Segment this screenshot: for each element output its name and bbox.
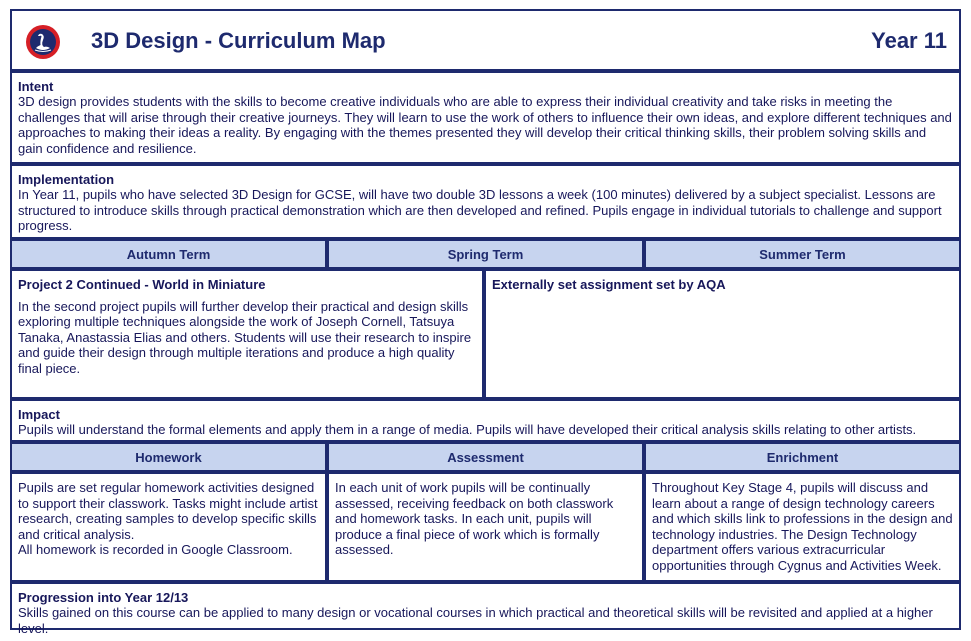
assessment-header: Assessment	[327, 442, 644, 472]
autumn-term-header: Autumn Term	[10, 239, 327, 269]
intent-text: 3D design provides students with the skills to become creative individuals who are able to express their individual creativity and take risks in meeting the challenges that will arise through their creative journeys. They will learn to use the work of others to influence their own ideas, and explore different techniques and approaches to making their ideas a reality. By engaging with the themes presented they will develop their critical thinking skills, their problem solving skills and gain confidence and resilience.	[18, 94, 952, 156]
implementation-section	[10, 164, 961, 239]
assessment-text: In each unit of work pupils will be continually assessed, receiving feedback on both classwork and homework tasks. In each unit, pupils will produce a final piece of work which is formally assessed.	[335, 480, 614, 557]
impact-text: Pupils will understand the formal elements and apply them in a range of media. Pupils will have developed their critical analysis skills relating to other artists.	[18, 422, 917, 437]
project-text: In the second project pupils will further develop their practical and design skills exploring multiple techniques alongside the work of Joseph Cornell, Tatsuya Tanaka, Anastassia Elias and others. Students will use their research to inspire and guide their design through multiple iterations and produce a high quality final piece.	[18, 298, 472, 376]
page-title: 3D Design - Curriculum Map	[91, 28, 386, 53]
assessment-cell	[327, 472, 644, 582]
assignment-title: Externally set assignment set by AQA	[492, 277, 726, 292]
curriculum-map	[10, 9, 961, 636]
impact-section	[10, 399, 961, 442]
implementation-heading: Implementation	[18, 172, 115, 187]
spring-term-header: Spring Term	[327, 239, 644, 269]
enrichment-cell	[644, 472, 961, 582]
term-content-row	[10, 269, 961, 399]
homework-text: Pupils are set regular homework activities designed to support their classwork. Tasks might include artist research, creating samples to develop specific skills and critical analysis.	[18, 480, 318, 542]
swan-logo-icon	[25, 24, 61, 60]
extras-content-row	[10, 472, 961, 582]
project-title: Project 2 Continued - World in Miniature	[18, 277, 266, 292]
assignment-cell	[484, 269, 961, 399]
enrichment-text: Throughout Key Stage 4, pupils will discuss and learn about a range of design technology careers and which skills link to professions in the design and technology industries. The Design Technology department offers various extracurricular opportunities through Cygnus and Activities Week.	[652, 480, 953, 573]
term-header-row	[10, 239, 961, 269]
project-cell	[10, 269, 484, 399]
year-label: Year 11	[871, 28, 947, 53]
summer-term-header: Summer Term	[644, 239, 961, 269]
extras-header-row	[10, 442, 961, 472]
progression-text: Skills gained on this course can be applied to many design or vocational courses in which practical and theoretical skills will be revisited and applied at a higher level.	[18, 605, 933, 636]
intent-section	[10, 71, 961, 164]
enrichment-header: Enrichment	[644, 442, 961, 472]
homework-cell	[10, 472, 327, 582]
progression-section	[10, 582, 961, 636]
impact-heading: Impact	[18, 407, 60, 422]
implementation-text: In Year 11, pupils who have selected 3D Design for GCSE, will have two double 3D lessons a week (100 minutes) delivered by a subject specialist. Lessons are structured to introduce skills through practical demonstration which are then developed and refined. Pupils engage in individual tutorials to challenge and support progress.	[18, 187, 942, 233]
homework-text-line2: All homework is recorded in Google Classroom.	[18, 542, 293, 557]
intent-heading: Intent	[18, 79, 54, 94]
header-bar	[10, 9, 961, 71]
progression-heading: Progression into Year 12/13	[18, 590, 189, 605]
homework-header: Homework	[10, 442, 327, 472]
